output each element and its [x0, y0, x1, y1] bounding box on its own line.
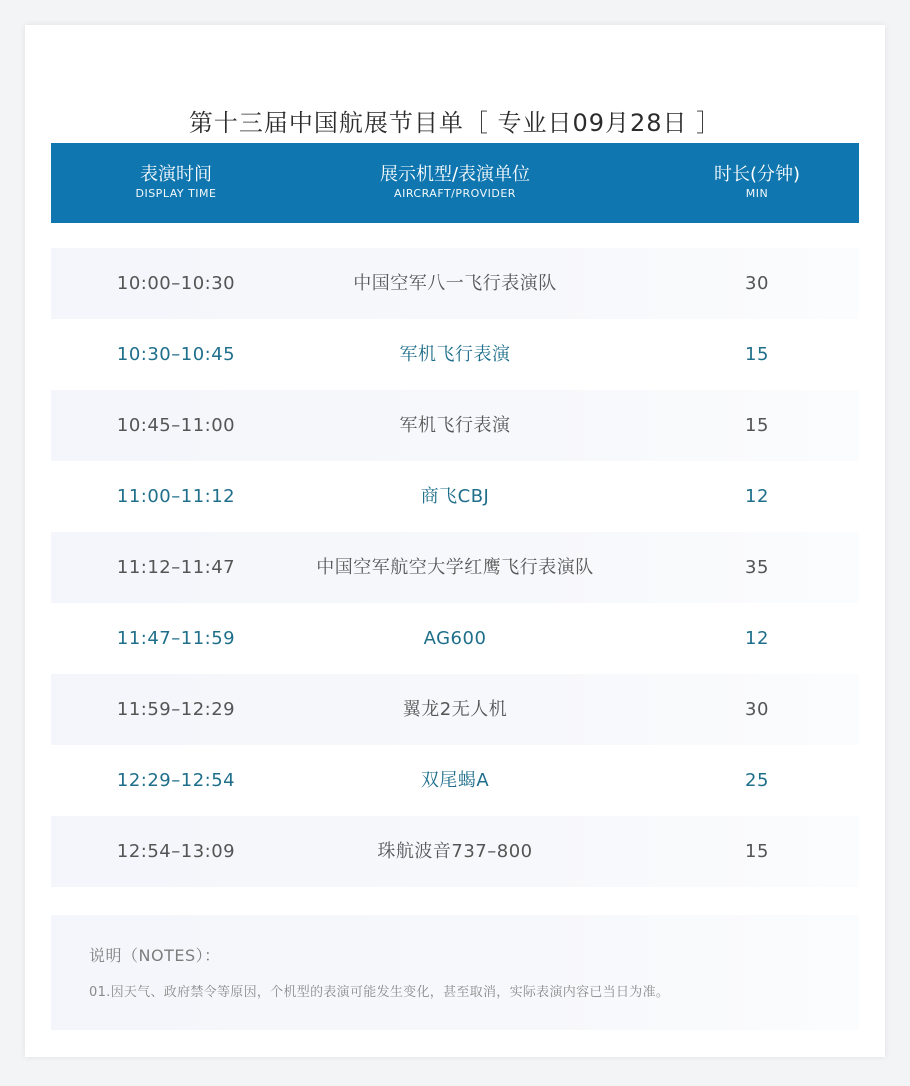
row-time: 11:12–11:47 — [116, 557, 236, 578]
row-duration: 15 — [745, 415, 769, 436]
row-duration: 25 — [745, 770, 769, 791]
notes-box — [51, 915, 859, 1030]
table-row — [51, 603, 859, 674]
table-row — [51, 319, 859, 390]
header-min-cn: 时长(分钟) — [713, 164, 801, 185]
header-duration — [651, 143, 863, 223]
row-duration: 15 — [745, 344, 769, 365]
row-duration: 35 — [745, 557, 769, 578]
row-time: 11:00–11:12 — [116, 486, 236, 507]
row-aircraft: 中国空军航空大学红鹰飞行表演队 — [316, 557, 594, 578]
table-row — [51, 461, 859, 532]
header-time-cn: 表演时间 — [140, 164, 212, 185]
table-row — [51, 745, 859, 816]
row-time: 12:54–13:09 — [116, 841, 236, 862]
row-aircraft: 珠航波音737–800 — [377, 841, 533, 862]
row-duration: 30 — [745, 699, 769, 720]
header-time-en: DISPLAY TIME — [135, 187, 217, 200]
table-row — [51, 816, 859, 887]
header-display-time — [71, 143, 281, 223]
row-time: 12:29–12:54 — [116, 770, 236, 791]
table-row — [51, 674, 859, 745]
row-aircraft: 翼龙2无人机 — [402, 699, 508, 720]
row-time: 11:59–12:29 — [116, 699, 236, 720]
row-duration: 12 — [745, 486, 769, 507]
table-row — [51, 532, 859, 603]
row-time: 10:45–11:00 — [116, 415, 236, 436]
table-row — [51, 390, 859, 461]
notes-item: 01.因天气、政府禁令等原因，个机型的表演可能发生变化，甚至取消，实际表演内容已当日为准。 — [89, 985, 670, 1000]
header-min-en: MIN — [745, 187, 769, 200]
header-aircraft-cn: 展示机型/表演单位 — [379, 164, 531, 185]
row-duration: 30 — [745, 273, 769, 294]
row-aircraft: AG600 — [423, 628, 487, 649]
row-duration: 12 — [745, 628, 769, 649]
notes-title: 说明（NOTES）： — [89, 946, 221, 965]
header-aircraft — [281, 143, 629, 223]
header-aircraft-en: AIRCRAFT/PROVIDER — [394, 187, 516, 200]
row-aircraft: 中国空军八一飞行表演队 — [353, 273, 557, 294]
table-row — [51, 248, 859, 319]
row-time: 10:30–10:45 — [116, 344, 236, 365]
row-time: 10:00–10:30 — [116, 273, 236, 294]
program-card — [25, 25, 885, 1057]
row-time: 11:47–11:59 — [116, 628, 236, 649]
row-aircraft: 军机飞行表演 — [399, 415, 511, 436]
row-aircraft: 军机飞行表演 — [399, 344, 511, 365]
page-title: 第十三届中国航展节目单［ 专业日09月28日 ］ — [188, 109, 722, 137]
row-duration: 15 — [745, 841, 769, 862]
row-aircraft: 商飞CBJ — [420, 486, 490, 507]
row-aircraft: 双尾蝎A — [420, 770, 490, 791]
table-body — [51, 248, 859, 887]
table-header — [51, 143, 859, 223]
